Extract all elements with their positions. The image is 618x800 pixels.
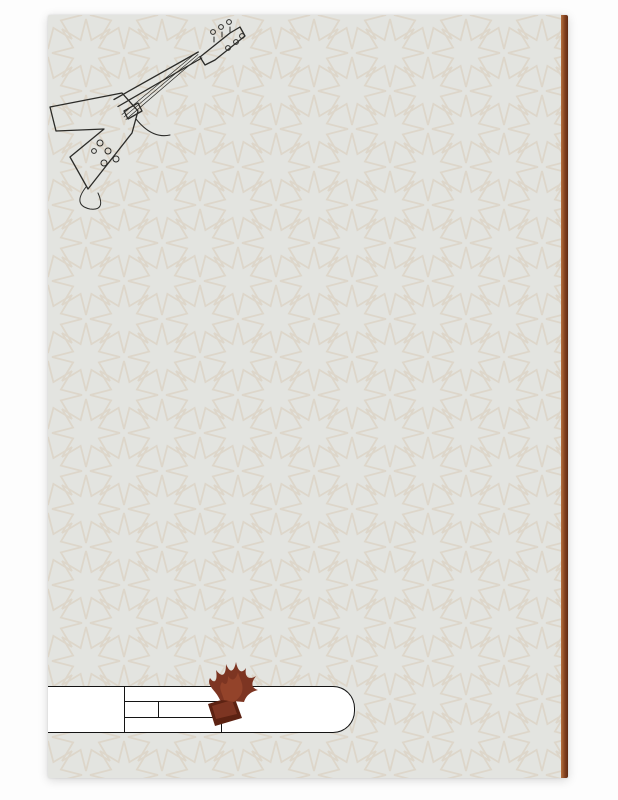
guitar-tremolo-arm bbox=[136, 119, 170, 136]
book-back-cover bbox=[48, 15, 568, 778]
quote-block bbox=[68, 108, 548, 121]
johnny-kniga-logo bbox=[48, 687, 124, 732]
guitar-knobs bbox=[92, 140, 119, 166]
flaming-book-icon bbox=[200, 660, 262, 734]
cover-wrap-edge bbox=[561, 15, 568, 778]
library-class-code bbox=[125, 702, 159, 716]
guitar-strap-loop bbox=[80, 187, 101, 209]
